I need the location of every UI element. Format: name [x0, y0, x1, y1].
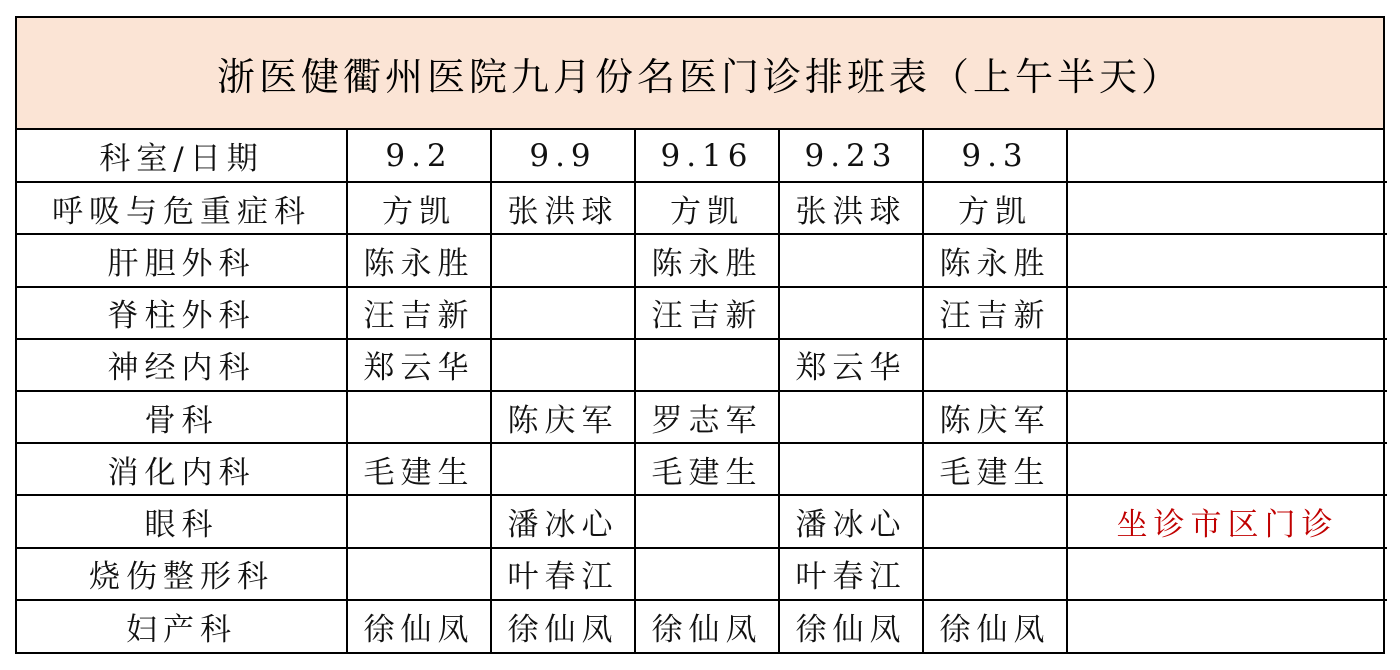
department-cell: 神经内科 — [17, 339, 347, 391]
doctor-cell — [779, 443, 923, 495]
doctor-cell: 叶春江 — [491, 548, 635, 600]
doctor-cell: 汪吉新 — [923, 287, 1067, 339]
department-cell: 消化内科 — [17, 443, 347, 495]
table-row — [17, 548, 1387, 600]
doctor-cell: 毛建生 — [347, 443, 491, 495]
doctor-cell — [347, 495, 491, 547]
note-cell — [1067, 600, 1387, 652]
table-row — [17, 339, 1387, 391]
header-date: 9.3 — [923, 130, 1067, 182]
doctor-cell: 毛建生 — [635, 443, 779, 495]
note-cell — [1067, 234, 1387, 286]
note-cell — [1067, 182, 1387, 234]
doctor-cell: 郑云华 — [779, 339, 923, 391]
doctor-cell: 陈庆军 — [923, 391, 1067, 443]
table-row — [17, 287, 1387, 339]
doctor-cell — [491, 234, 635, 286]
note-cell — [1067, 287, 1387, 339]
table-row — [17, 234, 1387, 286]
doctor-cell: 叶春江 — [779, 548, 923, 600]
note-cell — [1067, 339, 1387, 391]
department-cell: 骨科 — [17, 391, 347, 443]
doctor-cell: 徐仙凤 — [923, 600, 1067, 652]
department-cell: 妇产科 — [17, 600, 347, 652]
doctor-cell — [635, 339, 779, 391]
table-row — [17, 443, 1387, 495]
doctor-cell — [923, 548, 1067, 600]
doctor-cell: 徐仙凤 — [779, 600, 923, 652]
table-row — [17, 495, 1387, 547]
department-cell: 肝胆外科 — [17, 234, 347, 286]
doctor-cell — [491, 287, 635, 339]
doctor-cell — [779, 391, 923, 443]
department-cell: 烧伤整形科 — [17, 548, 347, 600]
doctor-cell: 陈庆军 — [491, 391, 635, 443]
note-cell — [1067, 548, 1387, 600]
doctor-cell: 陈永胜 — [923, 234, 1067, 286]
schedule-sheet — [15, 16, 1385, 654]
doctor-cell: 徐仙凤 — [635, 600, 779, 652]
doctor-cell: 张洪球 — [779, 182, 923, 234]
doctor-cell: 罗志军 — [635, 391, 779, 443]
header-date: 9.16 — [635, 130, 779, 182]
department-cell: 呼吸与危重症科 — [17, 182, 347, 234]
doctor-cell: 潘冰心 — [779, 495, 923, 547]
table-row — [17, 391, 1387, 443]
schedule-table — [17, 130, 1387, 652]
doctor-cell — [779, 234, 923, 286]
header-row — [17, 130, 1387, 182]
department-cell: 脊柱外科 — [17, 287, 347, 339]
note-cell: 坐诊市区门诊 — [1067, 495, 1387, 547]
table-row — [17, 182, 1387, 234]
doctor-cell — [923, 495, 1067, 547]
doctor-cell: 徐仙凤 — [347, 600, 491, 652]
doctor-cell: 方凯 — [635, 182, 779, 234]
doctor-cell — [779, 287, 923, 339]
table-row — [17, 600, 1387, 652]
header-extra — [1067, 130, 1387, 182]
doctor-cell: 汪吉新 — [635, 287, 779, 339]
doctor-cell — [635, 548, 779, 600]
doctor-cell — [347, 548, 491, 600]
doctor-cell — [635, 495, 779, 547]
doctor-cell: 方凯 — [923, 182, 1067, 234]
header-date: 9.23 — [779, 130, 923, 182]
doctor-cell: 徐仙凤 — [491, 600, 635, 652]
doctor-cell: 张洪球 — [491, 182, 635, 234]
header-date: 9.9 — [491, 130, 635, 182]
doctor-cell: 郑云华 — [347, 339, 491, 391]
header-label: 科室/日期 — [17, 130, 347, 182]
doctor-cell: 方凯 — [347, 182, 491, 234]
doctor-cell: 潘冰心 — [491, 495, 635, 547]
department-cell: 眼科 — [17, 495, 347, 547]
schedule-title: 浙医健衢州医院九月份名医门诊排班表（上午半天） — [17, 18, 1383, 130]
doctor-cell: 汪吉新 — [347, 287, 491, 339]
doctor-cell: 陈永胜 — [347, 234, 491, 286]
doctor-cell — [923, 339, 1067, 391]
doctor-cell — [491, 443, 635, 495]
doctor-cell: 陈永胜 — [635, 234, 779, 286]
note-cell — [1067, 391, 1387, 443]
note-cell — [1067, 443, 1387, 495]
header-date: 9.2 — [347, 130, 491, 182]
doctor-cell — [347, 391, 491, 443]
doctor-cell: 毛建生 — [923, 443, 1067, 495]
doctor-cell — [491, 339, 635, 391]
